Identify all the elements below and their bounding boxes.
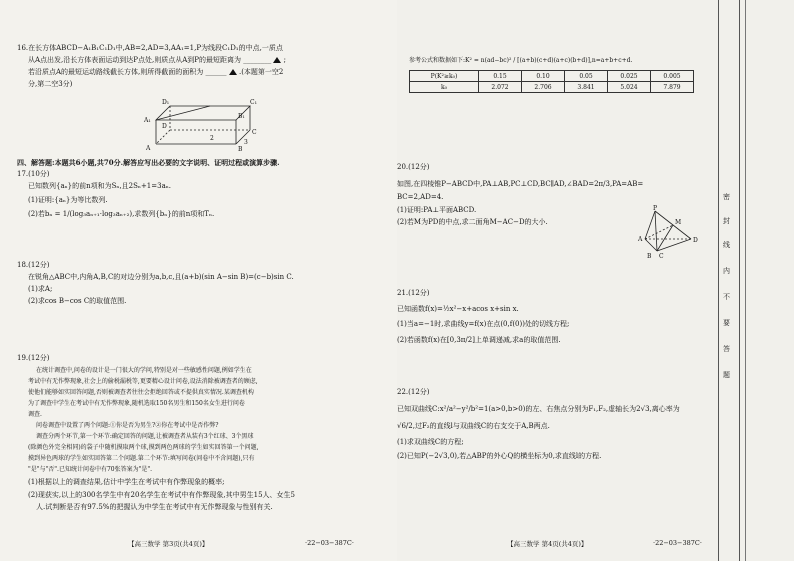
q18-line-1: 在锐角△ABC中,内角A,B,C的对边分别为a,b,c,且(a+b)(sin A−sin B)=(c−b)sin C. [28, 273, 294, 281]
seal-char: 答 [723, 345, 730, 353]
q19-para-2: 问卷调查中设置了两个问题:①你是否为男生?②你在考试中是否作弊? [36, 422, 219, 429]
table-cell: 0.025 [608, 71, 651, 82]
table-cell: 3.841 [565, 82, 608, 93]
fig-label-c: C [252, 129, 257, 136]
q22-line-4: (2)已知P(−2√3,0),若△ABP的外心Q的横坐标为0,求直线l的方程. [397, 452, 602, 460]
q20-line-2: BC=2,AD=4. [397, 193, 444, 201]
fig-label-b: B [238, 146, 243, 153]
q22-line-3: (1)求双曲线C的方程; [397, 438, 464, 446]
q22-title: 22.(12分) [397, 388, 430, 396]
q17-line-3: (2)若bₙ = 1/(log₃aₙ₊₁·log₃aₙ₊₂),求数列{bₙ}的前n项和Tₙ. [28, 210, 215, 218]
q22-line-2: √6/2,过F₂的直线l与双曲线C的右支交于A,B两点. [397, 422, 550, 430]
q20-line-4: (2)若M为PD的中点,求二面角M−AC−D的大小. [397, 218, 548, 226]
q19-para-3-line-3: 摸到异色两球的学生如实回答第二个问题.第二个环节:填写问卷(问卷中不含问题),只有 [28, 455, 255, 462]
q21-title: 21.(12分) [397, 289, 430, 297]
q19-para-3-line-4: "是"与"否".已知统计问卷中有70张答案为"是". [28, 466, 153, 473]
footer-right-page-title: 【高三数学 第4页(共4页)】 [507, 540, 588, 548]
q20-title: 20.(12分) [397, 163, 430, 171]
q20-line-3: (1)证明:PA⊥平面ABCD. [397, 206, 477, 214]
table-cell: 2.706 [522, 82, 565, 93]
q18-line-3: (2)求cos B−cos C的取值范围. [28, 297, 127, 305]
answer-blank-mark-icon [229, 69, 237, 75]
fig-label-b1: B₁ [238, 113, 245, 120]
pyramid-figure [637, 205, 707, 261]
table-cell: 5.024 [608, 82, 651, 93]
q16-line-1: 16.在长方体ABCD−A₁B₁C₁D₁中,AB=2,AD=3,AA₁=1,P为线段C₁D₁的中点,一质点 [17, 44, 283, 52]
q21-line-2: (1)当a=−1时,求曲线y=f(x)在点(0,f(0))处的切线方程; [397, 320, 570, 328]
fig-label-2: 2 [210, 135, 214, 142]
q16-line-3: 若沿质点A的最短运动路线截长方体,则所得截面的面积为 ______ .(本题第一空2 [28, 68, 284, 76]
q19-sub-1: (1)根据以上的调查结果,估计中学生在考试中有作弊现象的概率; [28, 478, 225, 486]
table-cell: 0.10 [522, 71, 565, 82]
table-cell: k₀ [410, 82, 479, 93]
q16-line-2: 从A点出发,沿长方体表面运动到达P点处,则质点从A到P的最短距离为 ________ ; [28, 56, 287, 64]
q19-para-1-line-2: 考试中有无作弊现象,社会上的偷税漏税等,更要精心设计问卷,设法消除被调查者的顾虑, [28, 378, 258, 385]
seal-char: 要 [723, 319, 730, 327]
seal-char: 内 [723, 267, 730, 275]
table-row [410, 82, 694, 93]
fig-label-c: C [659, 253, 664, 260]
fig-label-3: 3 [244, 139, 248, 146]
seal-char: 封 [723, 217, 730, 225]
q16-line-4: 分,第二空3分) [28, 80, 73, 88]
q20-line-1: 如图,在四棱锥P−ABCD中,PA⊥AB,PC⊥CD,BC∥AD,∠BAD=2π/3,PA=AB= [397, 180, 644, 188]
q22-line-1: 已知双曲线C:x²/a²−y²/b²=1(a>0,b>0)的左、右焦点分别为F₁,F₂,虚轴长为2√3,离心率为 [397, 405, 680, 413]
fig-label-d: D [162, 123, 167, 130]
section-heading: 四、解答题:本题共6小题,共70分.解答应写出必要的文字说明、证明过程或演算步骤. [17, 158, 280, 167]
q17-title: 17.(10分) [17, 170, 50, 178]
q21-line-3: (2)若函数f(x)在[0,3π/2]上单调递减,求a的取值范围. [397, 336, 561, 344]
fig-label-a1: A₁ [144, 117, 151, 124]
cuboid-figure [140, 94, 260, 154]
table-cell: 0.005 [651, 71, 694, 82]
table-row [410, 71, 694, 82]
fig-label-a: A [146, 145, 151, 152]
q19-sub-2-line-1: (2)现获实,以上的300名学生中有20名学生在考试中有作弊现象,其中男生15人、女生5 [28, 491, 295, 499]
critical-value-table [409, 70, 694, 93]
q19-para-3-line-2: (除颜色外完全相同)的袋子中随机摸取两个球,摸到两色两球的学生如实回答第一个问题, [28, 444, 259, 451]
q18-title: 18.(12分) [17, 261, 50, 269]
footer-left-page-title: 【高三数学 第3页(共4页)】 [128, 540, 209, 548]
q18-line-2: (1)求A; [28, 285, 53, 293]
fig-label-d1: D₁ [162, 99, 170, 106]
footer-left-code: ·22−03−387C· [305, 539, 354, 547]
fig-label-b: B [647, 253, 652, 260]
q19-para-1-line-1: 在统计调查中,问卷的设计是一门很大的学问,特别是对一些敏感性问题,例如学生在 [36, 367, 252, 374]
fig-label-c1: C₁ [250, 99, 257, 106]
reference-formula: 参考公式和数据如下:K² = n(ad−bc)² / [(a+b)(c+d)(a+c)(b+d)],n=a+b+c+d. [409, 57, 633, 64]
seal-char: 密 [723, 193, 730, 201]
table-cell: 2.072 [479, 82, 522, 93]
footer-right-code: ·22−03−387C· [653, 539, 702, 547]
fig-label-d: D [693, 237, 698, 244]
table-cell: 7.879 [651, 82, 694, 93]
q17-line-1: 已知数列{aₙ}的前n项和为Sₙ,且2Sₙ+1=3aₙ. [28, 182, 172, 190]
binding-margin [718, 0, 740, 561]
q19-para-3-line-1: 调查分两个环节,第一个环节:确定回答的问题,让被调查者从装有3个红球、3个黑球 [36, 433, 254, 440]
q19-sub-2-line-2: 人.试判断是否有97.5%的把握认为中学生在考试中有无作弊现象与性别有关. [36, 503, 273, 511]
table-cell: 0.05 [565, 71, 608, 82]
seal-char: 不 [723, 293, 730, 301]
seal-char: 题 [723, 371, 730, 379]
q19-title: 19.(12分) [17, 354, 50, 362]
q19-para-1-line-4: 为了调查中学生在考试中有无作弊现象,随机选取150名男生和150名女生进行问卷 [28, 400, 245, 407]
seal-char: 线 [723, 241, 730, 249]
table-cell: P(K²≥k₀) [410, 71, 479, 82]
fig-label-a: A [638, 236, 643, 243]
q19-para-1-line-3: 使他们能够如实回答问题,否则被调查者往往会拒绝回答或不提供真实情况.某调查机构 [28, 389, 254, 396]
answer-blank-mark-icon [273, 57, 281, 63]
q21-line-1: 已知函数f(x)=½x²−x+acos x+sin x. [397, 305, 519, 313]
table-cell: 0.15 [479, 71, 522, 82]
q19-para-1-line-5: 调查. [28, 411, 42, 418]
q17-line-2: (1)证明:{aₙ}为等比数列. [28, 196, 108, 204]
fig-label-m: M [675, 219, 682, 226]
fig-label-p: P [653, 205, 658, 212]
page-edge-rule [745, 0, 746, 561]
